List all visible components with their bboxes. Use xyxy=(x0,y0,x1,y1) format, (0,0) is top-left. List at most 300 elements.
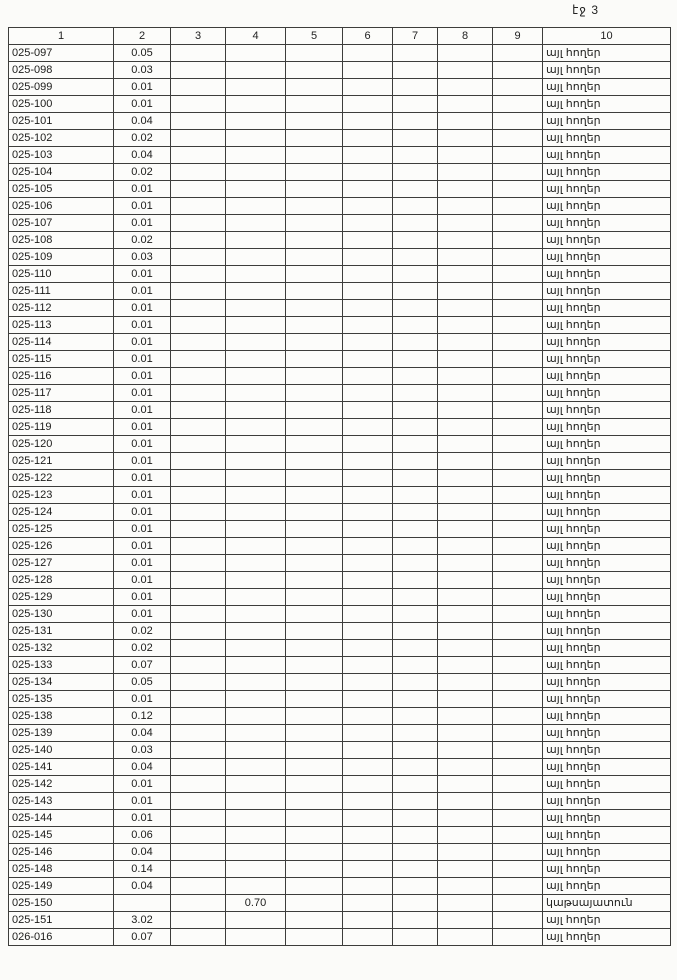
table-row xyxy=(9,725,671,742)
cell-col8 xyxy=(438,266,493,283)
cell-col10: այլ հողեր xyxy=(543,487,671,504)
cell-col2: 0.01 xyxy=(114,810,171,827)
cell-col3 xyxy=(171,198,226,215)
cell-col5 xyxy=(286,96,343,113)
cell-col3 xyxy=(171,368,226,385)
cell-col5 xyxy=(286,300,343,317)
cell-col3 xyxy=(171,334,226,351)
cell-col7 xyxy=(393,691,438,708)
cell-col2: 0.02 xyxy=(114,640,171,657)
cell-col6 xyxy=(343,912,393,929)
cell-col10: այլ հողեր xyxy=(543,708,671,725)
table-row xyxy=(9,470,671,487)
cell-col8 xyxy=(438,895,493,912)
cell-col1: 025-113 xyxy=(9,317,114,334)
cell-col1: 025-150 xyxy=(9,895,114,912)
cell-col4 xyxy=(226,215,286,232)
cell-col2: 0.01 xyxy=(114,776,171,793)
cell-col4 xyxy=(226,62,286,79)
cell-col7 xyxy=(393,793,438,810)
cell-col7 xyxy=(393,487,438,504)
cell-col5 xyxy=(286,402,343,419)
table-row xyxy=(9,181,671,198)
cell-col1: 025-118 xyxy=(9,402,114,419)
cell-col2: 0.01 xyxy=(114,470,171,487)
cell-col3 xyxy=(171,606,226,623)
cell-col8 xyxy=(438,623,493,640)
cell-col5 xyxy=(286,130,343,147)
cell-col4 xyxy=(226,793,286,810)
cell-col9 xyxy=(493,878,543,895)
cell-col2: 0.01 xyxy=(114,793,171,810)
cell-col4 xyxy=(226,453,286,470)
cell-col3 xyxy=(171,793,226,810)
cell-col4 xyxy=(226,79,286,96)
table-row xyxy=(9,929,671,946)
cell-col8 xyxy=(438,351,493,368)
cell-col9 xyxy=(493,555,543,572)
cell-col6 xyxy=(343,181,393,198)
cell-col6 xyxy=(343,79,393,96)
cell-col2: 0.01 xyxy=(114,487,171,504)
cell-col4 xyxy=(226,266,286,283)
cell-col5 xyxy=(286,181,343,198)
cell-col10: այլ հողեր xyxy=(543,827,671,844)
cell-col2: 0.02 xyxy=(114,130,171,147)
table-row xyxy=(9,419,671,436)
land-parcels-table xyxy=(8,27,671,946)
table-row xyxy=(9,130,671,147)
cell-col3 xyxy=(171,691,226,708)
column-header-3: 3 xyxy=(171,28,226,45)
cell-col4 xyxy=(226,572,286,589)
cell-col1: 025-127 xyxy=(9,555,114,572)
cell-col10: այլ հողեր xyxy=(543,113,671,130)
cell-col3 xyxy=(171,725,226,742)
cell-col10: այլ հողեր xyxy=(543,249,671,266)
cell-col4 xyxy=(226,742,286,759)
table-row xyxy=(9,351,671,368)
cell-col4 xyxy=(226,317,286,334)
cell-col5 xyxy=(286,351,343,368)
cell-col10: այլ հողեր xyxy=(543,929,671,946)
cell-col10: այլ հողեր xyxy=(543,589,671,606)
cell-col6 xyxy=(343,759,393,776)
cell-col1: 025-098 xyxy=(9,62,114,79)
cell-col9 xyxy=(493,912,543,929)
cell-col3 xyxy=(171,266,226,283)
cell-col7 xyxy=(393,300,438,317)
cell-col6 xyxy=(343,368,393,385)
cell-col1: 025-139 xyxy=(9,725,114,742)
cell-col9 xyxy=(493,453,543,470)
cell-col7 xyxy=(393,521,438,538)
cell-col7 xyxy=(393,45,438,62)
cell-col1: 025-104 xyxy=(9,164,114,181)
cell-col6 xyxy=(343,657,393,674)
column-header-7: 7 xyxy=(393,28,438,45)
cell-col6 xyxy=(343,419,393,436)
cell-col1: 025-145 xyxy=(9,827,114,844)
table-row xyxy=(9,368,671,385)
cell-col9 xyxy=(493,929,543,946)
cell-col3 xyxy=(171,283,226,300)
cell-col1: 025-138 xyxy=(9,708,114,725)
cell-col2: 0.01 xyxy=(114,521,171,538)
cell-col8 xyxy=(438,164,493,181)
cell-col6 xyxy=(343,861,393,878)
cell-col7 xyxy=(393,929,438,946)
cell-col7 xyxy=(393,215,438,232)
cell-col4 xyxy=(226,130,286,147)
cell-col8 xyxy=(438,181,493,198)
cell-col2: 0.01 xyxy=(114,538,171,555)
cell-col1: 025-109 xyxy=(9,249,114,266)
cell-col2: 3.02 xyxy=(114,912,171,929)
cell-col3 xyxy=(171,827,226,844)
cell-col1: 025-111 xyxy=(9,283,114,300)
cell-col5 xyxy=(286,555,343,572)
cell-col3 xyxy=(171,538,226,555)
cell-col4 xyxy=(226,776,286,793)
cell-col7 xyxy=(393,232,438,249)
cell-col7 xyxy=(393,606,438,623)
cell-col2: 0.01 xyxy=(114,572,171,589)
cell-col10: այլ հողեր xyxy=(543,861,671,878)
cell-col2: 0.03 xyxy=(114,249,171,266)
cell-col6 xyxy=(343,249,393,266)
table-row xyxy=(9,215,671,232)
cell-col7 xyxy=(393,130,438,147)
cell-col1: 025-100 xyxy=(9,96,114,113)
cell-col6 xyxy=(343,640,393,657)
cell-col2: 0.01 xyxy=(114,368,171,385)
cell-col7 xyxy=(393,368,438,385)
cell-col1: 025-102 xyxy=(9,130,114,147)
cell-col10: այլ հողեր xyxy=(543,300,671,317)
cell-col4 xyxy=(226,810,286,827)
table-row xyxy=(9,113,671,130)
cell-col10: այլ հողեր xyxy=(543,759,671,776)
cell-col2: 0.01 xyxy=(114,436,171,453)
cell-col3 xyxy=(171,436,226,453)
cell-col5 xyxy=(286,589,343,606)
cell-col10: այլ հողեր xyxy=(543,555,671,572)
cell-col9 xyxy=(493,368,543,385)
cell-col6 xyxy=(343,62,393,79)
cell-col7 xyxy=(393,674,438,691)
table-row xyxy=(9,759,671,776)
cell-col5 xyxy=(286,232,343,249)
cell-col10: այլ հողեր xyxy=(543,334,671,351)
cell-col4 xyxy=(226,96,286,113)
cell-col10: այլ հողեր xyxy=(543,147,671,164)
cell-col7 xyxy=(393,742,438,759)
cell-col2: 0.01 xyxy=(114,351,171,368)
cell-col10: այլ հողեր xyxy=(543,725,671,742)
cell-col8 xyxy=(438,130,493,147)
cell-col1: 025-132 xyxy=(9,640,114,657)
table-row xyxy=(9,538,671,555)
cell-col4 xyxy=(226,504,286,521)
cell-col6 xyxy=(343,555,393,572)
cell-col3 xyxy=(171,742,226,759)
cell-col4: 0.70 xyxy=(226,895,286,912)
cell-col3 xyxy=(171,113,226,130)
cell-col1: 025-099 xyxy=(9,79,114,96)
cell-col7 xyxy=(393,725,438,742)
cell-col7 xyxy=(393,181,438,198)
table-body xyxy=(9,45,671,946)
cell-col3 xyxy=(171,555,226,572)
table-row xyxy=(9,266,671,283)
cell-col8 xyxy=(438,640,493,657)
cell-col9 xyxy=(493,181,543,198)
cell-col3 xyxy=(171,929,226,946)
cell-col4 xyxy=(226,538,286,555)
cell-col7 xyxy=(393,147,438,164)
cell-col4 xyxy=(226,181,286,198)
column-header-10: 10 xyxy=(543,28,671,45)
column-header-2: 2 xyxy=(114,28,171,45)
cell-col5 xyxy=(286,827,343,844)
table-row xyxy=(9,776,671,793)
cell-col6 xyxy=(343,198,393,215)
cell-col5 xyxy=(286,198,343,215)
cell-col2: 0.05 xyxy=(114,45,171,62)
cell-col7 xyxy=(393,708,438,725)
cell-col4 xyxy=(226,385,286,402)
cell-col3 xyxy=(171,79,226,96)
cell-col1: 025-133 xyxy=(9,657,114,674)
cell-col5 xyxy=(286,742,343,759)
cell-col1: 025-128 xyxy=(9,572,114,589)
cell-col7 xyxy=(393,402,438,419)
cell-col8 xyxy=(438,283,493,300)
table-row xyxy=(9,555,671,572)
cell-col6 xyxy=(343,351,393,368)
cell-col10: այլ հողեր xyxy=(543,470,671,487)
cell-col3 xyxy=(171,130,226,147)
cell-col7 xyxy=(393,96,438,113)
cell-col3 xyxy=(171,470,226,487)
cell-col10: այլ հողեր xyxy=(543,810,671,827)
cell-col6 xyxy=(343,521,393,538)
table-row xyxy=(9,810,671,827)
cell-col7 xyxy=(393,759,438,776)
cell-col8 xyxy=(438,198,493,215)
cell-col4 xyxy=(226,606,286,623)
cell-col10: այլ հողեր xyxy=(543,606,671,623)
cell-col6 xyxy=(343,215,393,232)
cell-col8 xyxy=(438,436,493,453)
cell-col5 xyxy=(286,215,343,232)
cell-col8 xyxy=(438,827,493,844)
cell-col1: 025-126 xyxy=(9,538,114,555)
cell-col10: այլ հողեր xyxy=(543,776,671,793)
cell-col7 xyxy=(393,266,438,283)
cell-col6 xyxy=(343,300,393,317)
cell-col4 xyxy=(226,164,286,181)
cell-col8 xyxy=(438,555,493,572)
cell-col3 xyxy=(171,317,226,334)
cell-col5 xyxy=(286,640,343,657)
cell-col8 xyxy=(438,300,493,317)
cell-col8 xyxy=(438,470,493,487)
cell-col4 xyxy=(226,232,286,249)
cell-col1: 025-134 xyxy=(9,674,114,691)
cell-col8 xyxy=(438,232,493,249)
cell-col6 xyxy=(343,96,393,113)
cell-col6 xyxy=(343,623,393,640)
cell-col9 xyxy=(493,436,543,453)
table-row xyxy=(9,521,671,538)
cell-col4 xyxy=(226,521,286,538)
cell-col2: 0.01 xyxy=(114,334,171,351)
cell-col1: 025-131 xyxy=(9,623,114,640)
cell-col10: կաթսայատուն xyxy=(543,895,671,912)
cell-col9 xyxy=(493,623,543,640)
cell-col3 xyxy=(171,657,226,674)
cell-col2: 0.01 xyxy=(114,215,171,232)
cell-col7 xyxy=(393,113,438,130)
cell-col5 xyxy=(286,844,343,861)
cell-col7 xyxy=(393,317,438,334)
table-row xyxy=(9,657,671,674)
cell-col1: 025-125 xyxy=(9,521,114,538)
cell-col4 xyxy=(226,555,286,572)
cell-col2: 0.04 xyxy=(114,844,171,861)
cell-col7 xyxy=(393,776,438,793)
table-row xyxy=(9,827,671,844)
cell-col3 xyxy=(171,844,226,861)
cell-col2: 0.04 xyxy=(114,147,171,164)
cell-col3 xyxy=(171,96,226,113)
cell-col9 xyxy=(493,164,543,181)
cell-col9 xyxy=(493,198,543,215)
cell-col2: 0.04 xyxy=(114,878,171,895)
cell-col5 xyxy=(286,419,343,436)
cell-col4 xyxy=(226,249,286,266)
cell-col7 xyxy=(393,249,438,266)
cell-col3 xyxy=(171,62,226,79)
cell-col6 xyxy=(343,708,393,725)
cell-col8 xyxy=(438,674,493,691)
table-row xyxy=(9,504,671,521)
table-row xyxy=(9,283,671,300)
cell-col2: 0.01 xyxy=(114,198,171,215)
cell-col4 xyxy=(226,402,286,419)
cell-col4 xyxy=(226,300,286,317)
cell-col1: 025-106 xyxy=(9,198,114,215)
cell-col4 xyxy=(226,657,286,674)
cell-col2: 0.14 xyxy=(114,861,171,878)
cell-col1: 025-110 xyxy=(9,266,114,283)
cell-col1: 025-151 xyxy=(9,912,114,929)
cell-col5 xyxy=(286,776,343,793)
cell-col5 xyxy=(286,317,343,334)
cell-col10: այլ հողեր xyxy=(543,79,671,96)
cell-col10: այլ հողեր xyxy=(543,742,671,759)
table-row xyxy=(9,317,671,334)
cell-col6 xyxy=(343,929,393,946)
table-row xyxy=(9,708,671,725)
cell-col1: 025-148 xyxy=(9,861,114,878)
cell-col5 xyxy=(286,606,343,623)
cell-col8 xyxy=(438,317,493,334)
cell-col2: 0.06 xyxy=(114,827,171,844)
cell-col1: 025-129 xyxy=(9,589,114,606)
cell-col2: 0.01 xyxy=(114,266,171,283)
cell-col2: 0.01 xyxy=(114,453,171,470)
cell-col9 xyxy=(493,487,543,504)
cell-col4 xyxy=(226,827,286,844)
cell-col9 xyxy=(493,130,543,147)
column-header-6: 6 xyxy=(343,28,393,45)
cell-col7 xyxy=(393,623,438,640)
cell-col8 xyxy=(438,572,493,589)
cell-col9 xyxy=(493,113,543,130)
cell-col10: այլ հողեր xyxy=(543,657,671,674)
cell-col9 xyxy=(493,827,543,844)
cell-col6 xyxy=(343,164,393,181)
cell-col1: 025-117 xyxy=(9,385,114,402)
cell-col7 xyxy=(393,283,438,300)
cell-col2: 0.01 xyxy=(114,385,171,402)
table-header-row xyxy=(9,28,671,45)
cell-col2: 0.02 xyxy=(114,623,171,640)
cell-col3 xyxy=(171,504,226,521)
cell-col7 xyxy=(393,419,438,436)
cell-col5 xyxy=(286,657,343,674)
cell-col10: այլ հողեր xyxy=(543,96,671,113)
cell-col3 xyxy=(171,674,226,691)
cell-col6 xyxy=(343,232,393,249)
cell-col6 xyxy=(343,810,393,827)
cell-col7 xyxy=(393,334,438,351)
cell-col8 xyxy=(438,215,493,232)
cell-col10: այլ հողեր xyxy=(543,181,671,198)
cell-col5 xyxy=(286,147,343,164)
cell-col5 xyxy=(286,793,343,810)
column-header-8: 8 xyxy=(438,28,493,45)
cell-col2: 0.01 xyxy=(114,691,171,708)
cell-col5 xyxy=(286,538,343,555)
table-row xyxy=(9,62,671,79)
cell-col7 xyxy=(393,198,438,215)
cell-col8 xyxy=(438,708,493,725)
cell-col5 xyxy=(286,572,343,589)
cell-col4 xyxy=(226,589,286,606)
cell-col10: այլ հողեր xyxy=(543,538,671,555)
cell-col7 xyxy=(393,436,438,453)
cell-col9 xyxy=(493,844,543,861)
cell-col5 xyxy=(286,266,343,283)
cell-col5 xyxy=(286,929,343,946)
table-row xyxy=(9,164,671,181)
cell-col5 xyxy=(286,861,343,878)
cell-col8 xyxy=(438,606,493,623)
cell-col2: 0.01 xyxy=(114,181,171,198)
cell-col7 xyxy=(393,79,438,96)
cell-col9 xyxy=(493,266,543,283)
cell-col6 xyxy=(343,725,393,742)
cell-col10: այլ հողեր xyxy=(543,215,671,232)
column-header-1: 1 xyxy=(9,28,114,45)
table-row xyxy=(9,453,671,470)
cell-col10: այլ հողեր xyxy=(543,266,671,283)
cell-col2: 0.05 xyxy=(114,674,171,691)
